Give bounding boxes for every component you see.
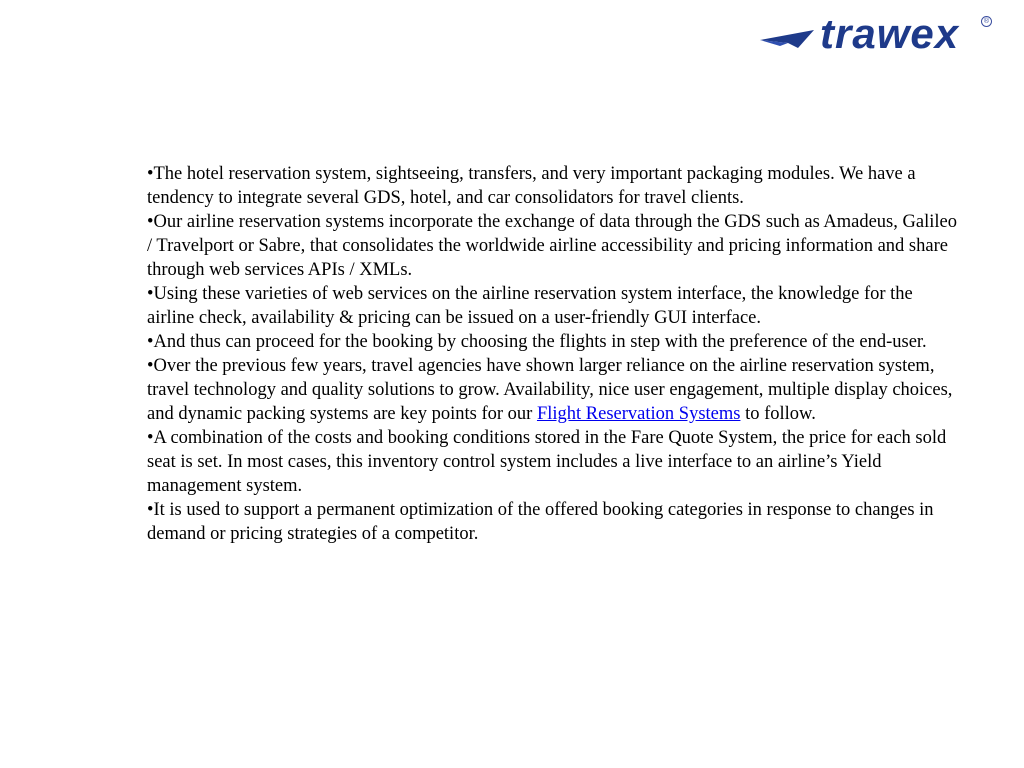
bullet-paragraph-with-link [147,354,957,426]
bullet-paragraph: •Using these varieties of web services on the airline reservation system interface, the knowledge for the airline check, availability & pricing can be issued on a user-friendly GUI interface. [147,284,913,328]
plane-wing-icon [758,14,818,56]
bullet-paragraph: •It is used to support a permanent optimization of the offered booking categories in response to changes in demand or pricing strategies of a competitor. [147,500,934,544]
bullet-paragraph: •Our airline reservation systems incorporate the exchange of data through the GDS such as Amadeus, Galileo / Travelport or Sabre, that consolidates the worldwide airline accessibility and pricing information and share through web services APIs / XMLs. [147,212,957,280]
trawex-logo[interactable] [758,10,998,57]
paragraph-text-before-link: •Over the previous few years, travel agencies have shown larger reliance on the airline reservation system, travel technology and quality solutions to grow. Availability, nice user engagement, multiple display choices, and dynamic packing systems are key points for our [147,356,953,424]
bullet-paragraph: •A combination of the costs and booking conditions stored in the Fare Quote System, the price for each sold seat is set. In most cases, this inventory control system includes a live interface to an airline’s Yield management system. [147,428,947,496]
logo-wordmark: trawex [820,10,960,57]
flight-reservation-systems-link[interactable]: Flight Reservation Systems [536,404,741,424]
bullet-paragraph: •The hotel reservation system, sightseeing, transfers, and very important packaging modules. We have a tendency to integrate several GDS, hotel, and car consolidators for travel clients. [147,164,916,208]
paragraph-text-after-link: to follow. [740,404,816,424]
registered-mark: ® [981,16,992,27]
bullet-paragraph: •And thus can proceed for the booking by choosing the flights in step with the preference of the end-user. [147,332,927,352]
main-text [147,162,957,546]
